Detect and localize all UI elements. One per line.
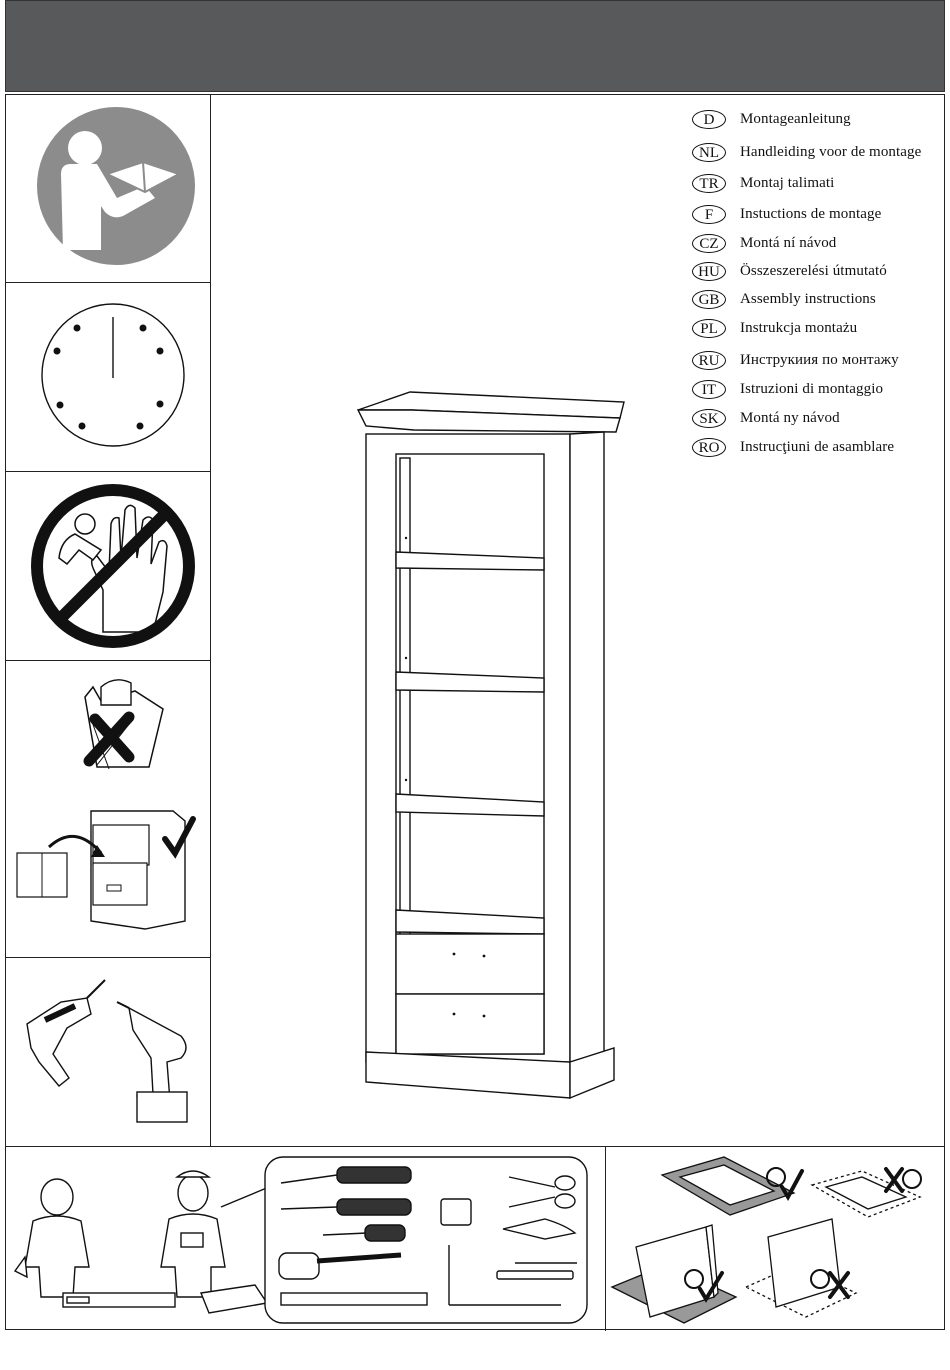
clock-icon	[5, 283, 211, 472]
language-code: RU	[692, 351, 726, 370]
language-code: PL	[692, 319, 726, 338]
language-label: Инструкиия по монтажу	[740, 351, 899, 368]
language-item	[692, 405, 840, 431]
language-label: Instrukcja montażu	[740, 319, 858, 336]
language-label: Handleiding voor de montage	[740, 143, 922, 160]
language-code: CZ	[692, 234, 726, 253]
language-code: HU	[692, 262, 726, 281]
language-label: Montageanleitung	[740, 110, 851, 127]
language-item	[692, 201, 881, 227]
language-code: RO	[692, 438, 726, 457]
language-item	[692, 434, 894, 460]
language-code: GB	[692, 290, 726, 309]
language-code: IT	[692, 380, 726, 399]
read-manual-cell	[5, 94, 211, 283]
language-label: Összeszerelési útmutató	[740, 262, 887, 279]
language-label: Montaj talimati	[740, 174, 835, 191]
language-label: Instrucţiuni de asamblare	[740, 438, 895, 455]
language-code: SK	[692, 409, 726, 428]
left-icon-column	[5, 94, 211, 1146]
floor-protection-illustration	[606, 1147, 945, 1331]
language-item	[692, 170, 834, 196]
language-item	[692, 347, 899, 373]
language-item	[692, 139, 921, 165]
language-item	[692, 258, 887, 284]
workers-tools-illustration	[5, 1147, 605, 1331]
read-manual-icon	[5, 94, 211, 283]
keep-manual-cell	[5, 661, 211, 958]
language-item	[692, 106, 851, 132]
language-code: TR	[692, 174, 726, 193]
language-label: Istruzioni di montaggio	[740, 380, 884, 397]
clock-cell	[5, 283, 211, 472]
language-label: Montá ní návod	[740, 234, 837, 251]
language-code: NL	[692, 143, 726, 162]
bottom-row	[5, 1146, 945, 1330]
file-cabinet-check-icon	[5, 801, 211, 941]
header-bar	[5, 0, 945, 92]
language-code: F	[692, 205, 726, 224]
language-item	[692, 315, 857, 341]
no-children-icon	[5, 472, 211, 661]
language-code: D	[692, 110, 726, 129]
language-item	[692, 286, 876, 312]
drill-icon	[5, 958, 211, 1146]
language-label: Montá ny návod	[740, 409, 840, 426]
language-label: Instuctions de montage	[740, 205, 882, 222]
power-tools-cell	[5, 958, 211, 1146]
language-label: Assembly instructions	[740, 290, 876, 307]
language-item	[692, 376, 883, 402]
no-children-cell	[5, 472, 211, 661]
language-item	[692, 230, 836, 256]
bookcase-drawing	[352, 388, 632, 1100]
